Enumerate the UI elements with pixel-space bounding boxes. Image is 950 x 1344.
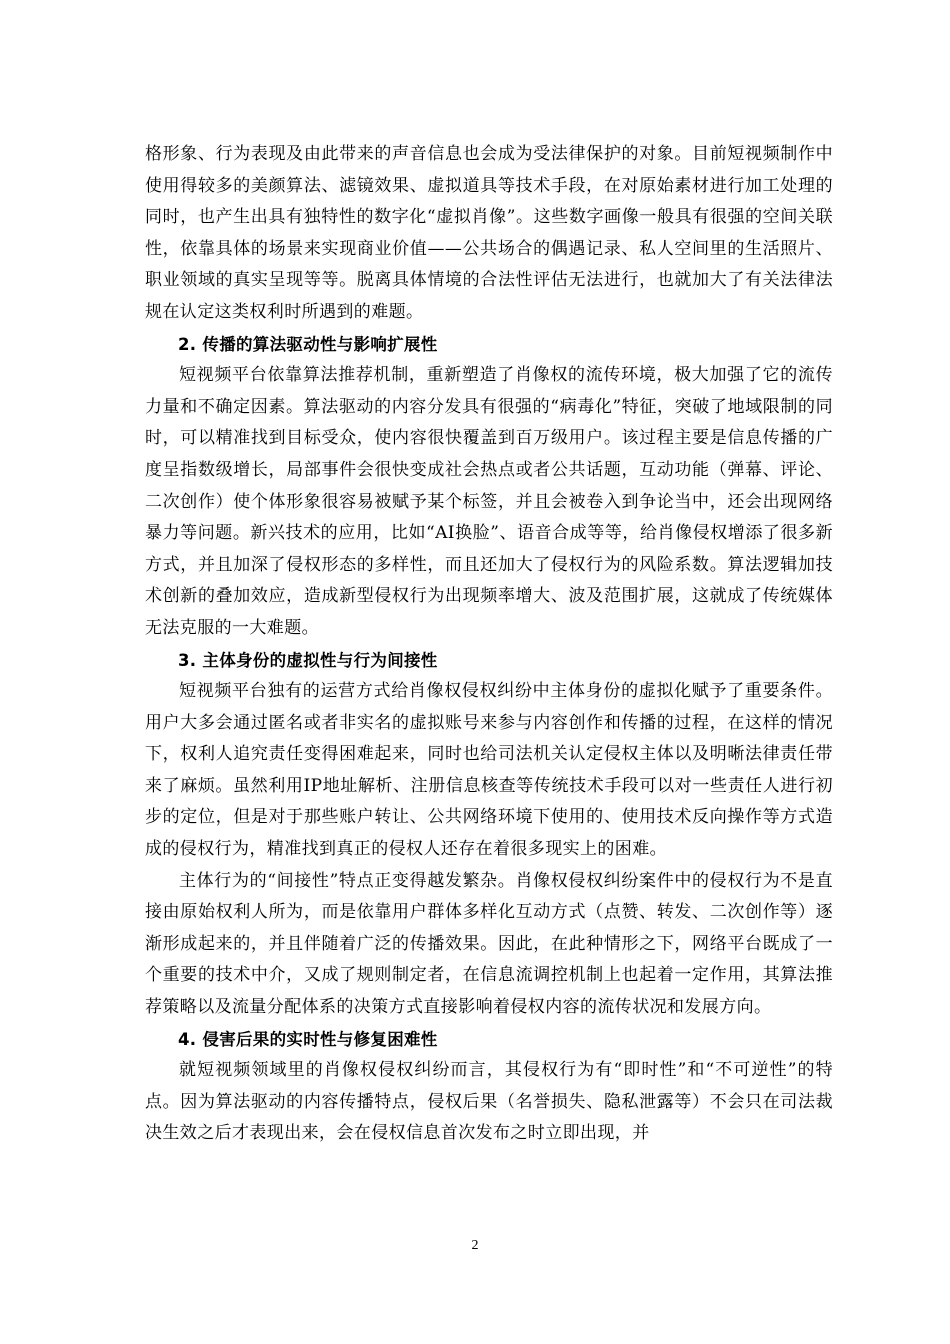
page-number: 2 xyxy=(471,1238,479,1253)
body-paragraph: 就短视频领域里的肖像权侵权纠纷而言，其侵权行为有“即时性”和“不可逆性”的特点。因为算法驱动的内容传播特点，侵权后果（名誉损失、隐私泄露等）不会只在司法裁决生效之后才表现出来，会在侵权信息首次发布之时立即出现，并 xyxy=(145,1060,833,1144)
body-paragraph: 短视频平台依靠算法推荐机制，重新塑造了肖像权的流传环境，极大加强了它的流传力量和不确定因素。算法驱动的内容分发具有很强的“病毒化”特征，突破了地域限制的同时，可以精准找到目标受众，使内容很快覆盖到百万级用户。该过程主要是信息传播的广度呈指数级增长，局部事件会很快变成社会热点或者公共话题，互动功能（弹幕、评论、二次创作）使个体形象很容易被赋予某个标签，并且会被卷入到争论当中，还会出现网络暴力等问题。新兴技术的应用，比如“AI换脸”、语音合成等等，给肖像侵权增添了很多新方式，并且加深了侵权形态的多样性，而且还加大了侵权行为的风险系数。算法逻辑加技术创新的叠加效应，造成新型侵权行为出现频率增大、波及范围扩展，这就成了传统媒体无法克服的一大难题。 xyxy=(145,365,833,638)
document-body xyxy=(145,139,833,1150)
body-paragraph: 格形象、行为表现及由此带来的声音信息也会成为受法律保护的对象。目前短视频制作中使用得较多的美颜算法、滤镜效果、虚拟道具等技术手段，在对原始素材进行加工处理的同时，也产生出具有独特性的数字化“虚拟肖像”。这些数字画像一般具有很强的空间关联性，依靠具体的场景来实现商业价值——公共场合的偶遇记录、私人空间里的生活照片、职业领域的真实呈现等等。脱离具体情境的合法性评估无法进行，也就加大了有关法律法规在认定这类权利时所遇到的难题。 xyxy=(145,144,833,322)
body-paragraph: 短视频平台独有的运营方式给肖像权侵权纠纷中主体身份的虚拟化赋予了重要条件。用户大多会通过匿名或者非实名的虚拟账号来参与内容创作和传播的过程，在这样的情况下，权利人追究责任变得困难起来，同时也给司法机关认定侵权主体以及明晰法律责任带来了麻烦。虽然利用IP地址解析、注册信息核查等传统技术手段可以对一些责任人进行初步的定位，但是对于那些账户转让、公共网络环境下使用的、使用技术反向操作等方式造成的侵权行为，精准找到真正的侵权人还存在着很多现实上的困难。 xyxy=(145,681,833,860)
section-heading: 2. 传播的算法驱动性与影响扩展性 xyxy=(178,334,438,354)
section-heading: 3. 主体身份的虚拟性与行为间接性 xyxy=(178,650,438,670)
body-paragraph: 主体行为的“间接性”特点正变得越发繁杂。肖像权侵权纠纷案件中的侵权行为不是直接由原始权利人所为，而是依靠用户群体多样化互动方式（点赞、转发、二次创作等）逐渐形成起来的，并且伴随着广泛的传播效果。因此，在此种情形之下，网络平台既成了一个重要的技术中介，又成了规则制定者，在信息流调控机制上也起着一定作用，其算法推荐策略以及流量分配体系的决策方式直接影响着侵权内容的流传状况和发展方向。 xyxy=(145,870,833,1018)
section-heading: 4. 侵害后果的实时性与修复困难性 xyxy=(178,1029,438,1049)
